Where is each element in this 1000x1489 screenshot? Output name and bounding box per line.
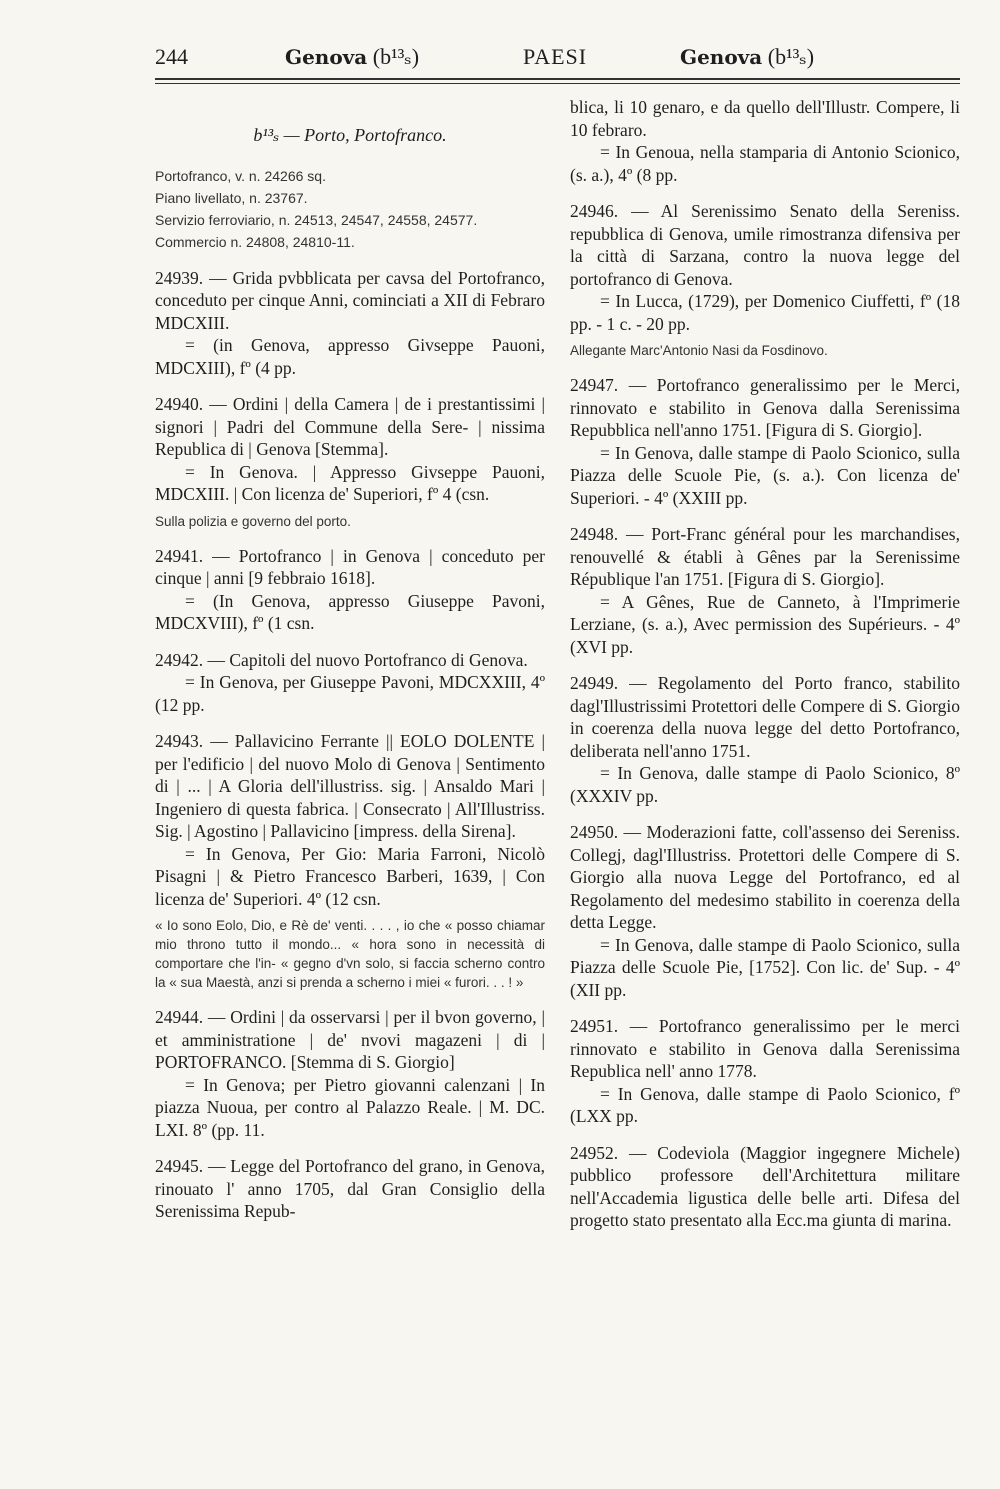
entry-text: 24949. — Regolamento del Porto franco, stabilito dagl'Illustrissimi Protettori delle Compere di S. Giorgio in coerenza della nuova legge del detto Portofranco, deliberata nell'anno 1751. bbox=[570, 673, 960, 761]
entry-imprint: = In Genova, dalle stampe di Paolo Scionico, sulla Piazza delle Scuole Pie, [1752]. Con lic. de' Sup. - 4º (XII pp. bbox=[570, 934, 960, 1000]
entry-24945-cont bbox=[570, 96, 960, 186]
entry-text: 24947. — Portofranco generalissimo per le Merci, rinnovato e stabilito in Genova dalla Serenissima Repubblica nell'anno 1751. [Figura di S. Giorgio]. bbox=[570, 375, 960, 440]
entry-24948 bbox=[570, 523, 960, 658]
entry-imprint: = In Lucca, (1729), per Domenico Ciuffetti, fº (18 pp. - 1 c. - 20 pp. bbox=[570, 291, 960, 334]
page-number: 244 bbox=[155, 44, 188, 69]
entry-text: 24943. — Pallavicino Ferrante || EOLO DOLENTE | per l'edificio | del nuovo Molo di Genova | Sentimento di | ... | A Gloria dell'illustriss. sig. | Ansaldo Mari | Ingeniero di questa fabrica. | Consecrato | All'Illustriss. Sig. | Agostino | Pallavicino [impress. della Sirena]. bbox=[155, 731, 545, 841]
entry-note: Allegante Marc'Antonio Nasi da Fosdinovo. bbox=[570, 343, 828, 358]
entry-24952 bbox=[570, 1142, 960, 1232]
entry-text: 24942. — Capitoli del nuovo Portofranco di Genova. bbox=[155, 649, 528, 670]
entry-text: 24941. — Portofranco | in Genova | conceduto per cinque | anni [9 febbraio 1618]. bbox=[155, 545, 545, 588]
entry-imprint: = In Genova, Per Gio: Maria Farroni, Nicolò Pisagni | & Pietro Francesco Barberi, 1639, | Con licenza de' Superiori. 4º (12 csn. bbox=[155, 843, 545, 909]
entry-imprint: = In Genova, per Giuseppe Pavoni, MDCXXIII, 4º (12 pp. bbox=[155, 672, 545, 715]
running-title-center: PAESI bbox=[523, 44, 588, 69]
entry-imprint: = (In Genova, appresso Giuseppe Pavoni, MDCXVIII), fº (1 csn. bbox=[155, 590, 545, 633]
cross-reference: Servizio ferroviario, n. 24513, 24547, 24558, 24577. bbox=[155, 211, 478, 228]
running-title-right: Genova (b¹³ₛ) bbox=[680, 44, 815, 69]
entry-text: 24939. — Grida pvbblicata per cavsa del Portofranco, conceduto per cinque Anni, cominciati a XII di Febraro MDCXIII. bbox=[155, 267, 545, 333]
running-head bbox=[155, 44, 960, 80]
entry-text: 24940. — Ordini | della Camera | de i prestantissimi | signori | Padri del Commune della Sere- | nissima Republica di | Genova [Stemma]. bbox=[155, 394, 545, 459]
entry-24944 bbox=[155, 1006, 545, 1141]
entry-text: 24945. — Legge del Portofranco del grano, in Genova, rinouato l' anno 1705, dal Gran Consiglio della Serenissima Repub- bbox=[155, 1156, 545, 1221]
entry-24949 bbox=[570, 672, 960, 807]
entry-24945 bbox=[155, 1155, 545, 1223]
entry-24950 bbox=[570, 821, 960, 1001]
section-title: b¹³ₛ — Porto, Portofranco. bbox=[253, 125, 447, 145]
header-rule bbox=[155, 78, 960, 80]
entry-24939 bbox=[155, 267, 545, 380]
entry-imprint: = A Gênes, Rue de Canneto, à l'Imprimerie Lerziane, (s. a.), Avec permission des Supérieurs. - 4º (XVI pp. bbox=[570, 591, 960, 657]
entry-24942 bbox=[155, 649, 545, 717]
entry-note: « Io sono Eolo, Dio, e Rè de' venti. . . . , io che « posso chiamar mio throno tutto il mondo... « hora sono in necessità di comportare che l'in- « gegno d'vn solo, si faccia scherno contro la « sua Maestà, anzi si prenda a scherno i miei « furori. . . ! » bbox=[155, 918, 545, 990]
entry-text: 24950. — Moderazioni fatte, coll'assenso dei Sereniss. Collegj, dagl'Illustriss. Protettori delle Compere di S. Giorgio alla nuova Legge del Portofranco, ed al Regolamento del medesimo stabilito in coerenza della detta Legge. bbox=[570, 822, 960, 932]
entry-24943 bbox=[155, 730, 545, 992]
entry-24947 bbox=[570, 374, 960, 509]
entry-text: 24948. — Port-Franc général pour les marchandises, renouvellé & établi à Gênes par la Serenissime République l'an 1751. [Figura di S. Giorgio]. bbox=[570, 524, 960, 589]
entry-text: blica, li 10 genaro, e da quello dell'Illustr. Compere, li 10 febraro. bbox=[570, 97, 960, 140]
cross-reference: Commercio n. 24808, 24810-11. bbox=[155, 233, 355, 250]
cross-reference: Piano livellato, n. 23767. bbox=[155, 189, 308, 206]
entry-24941 bbox=[155, 545, 545, 635]
entry-imprint: = In Genova. | Appresso Givseppe Pauoni, MDCXIII. | Con licenza de' Superiori, fº 4 (csn. bbox=[155, 461, 545, 504]
entry-note: Sulla polizia e governo del porto. bbox=[155, 513, 351, 529]
cross-references bbox=[155, 165, 545, 253]
entry-imprint: = In Genova, dalle stampe di Paolo Scionico, sulla Piazza delle Scuole Pie, (s. a.). Con licenza de' Superiori. - 4º (XXIII pp. bbox=[570, 442, 960, 508]
entry-text: 24946. — Al Serenissimo Senato della Sereniss. repubblica di Genova, umile rimostranza difensiva per la città di Sarzana, contro la nuova legge del portofranco di Genova. bbox=[570, 201, 960, 289]
left-column bbox=[155, 96, 545, 1237]
entry-imprint: = In Genoua, nella stamparia di Antonio Scionico, (s. a.), 4º (8 pp. bbox=[570, 142, 960, 185]
header-rule-thin bbox=[155, 83, 960, 84]
entry-imprint: = In Genova, dalle stampe di Paolo Scionico, fº (LXX pp. bbox=[570, 1083, 960, 1126]
entry-24951 bbox=[570, 1015, 960, 1128]
entry-24940 bbox=[155, 393, 545, 531]
entry-24946 bbox=[570, 200, 960, 360]
entry-text: 24944. — Ordini | da osservarsi | per il bvon governo, | et amministratione | de' nvovi magazeni | di | PORTOFRANCO. [Stemma di S. Giorgio] bbox=[155, 1007, 545, 1072]
entry-text: 24952. — Codeviola (Maggior ingegnere Michele) pubblico professore dell'Architettura militare nell'Accademia ligustica delle belle arti. Difesa del progetto stato presentato alla Ecc.ma giunta di marina. bbox=[570, 1142, 960, 1230]
entry-imprint: = In Genova; per Pietro giovanni calenzani | In piazza Nuoua, per contro al Palazzo Reale. | M. DC. LXI. 8º (pp. 11. bbox=[155, 1074, 545, 1140]
entry-imprint: = In Genova, dalle stampe di Paolo Scionico, 8º (XXXIV pp. bbox=[570, 763, 960, 806]
entry-text: 24951. — Portofranco generalissimo per le merci rinnovato e stabilito in Genova dalla Serenissima Republica nell' anno 1778. bbox=[570, 1016, 960, 1081]
entry-imprint: = (in Genova, appresso Givseppe Pauoni, MDCXIII), fº (4 pp. bbox=[155, 335, 545, 378]
running-title-left: Genova (b¹³ₛ) bbox=[285, 44, 420, 69]
right-column bbox=[570, 96, 960, 1246]
cross-reference: Portofranco, v. n. 24266 sq. bbox=[155, 167, 326, 184]
